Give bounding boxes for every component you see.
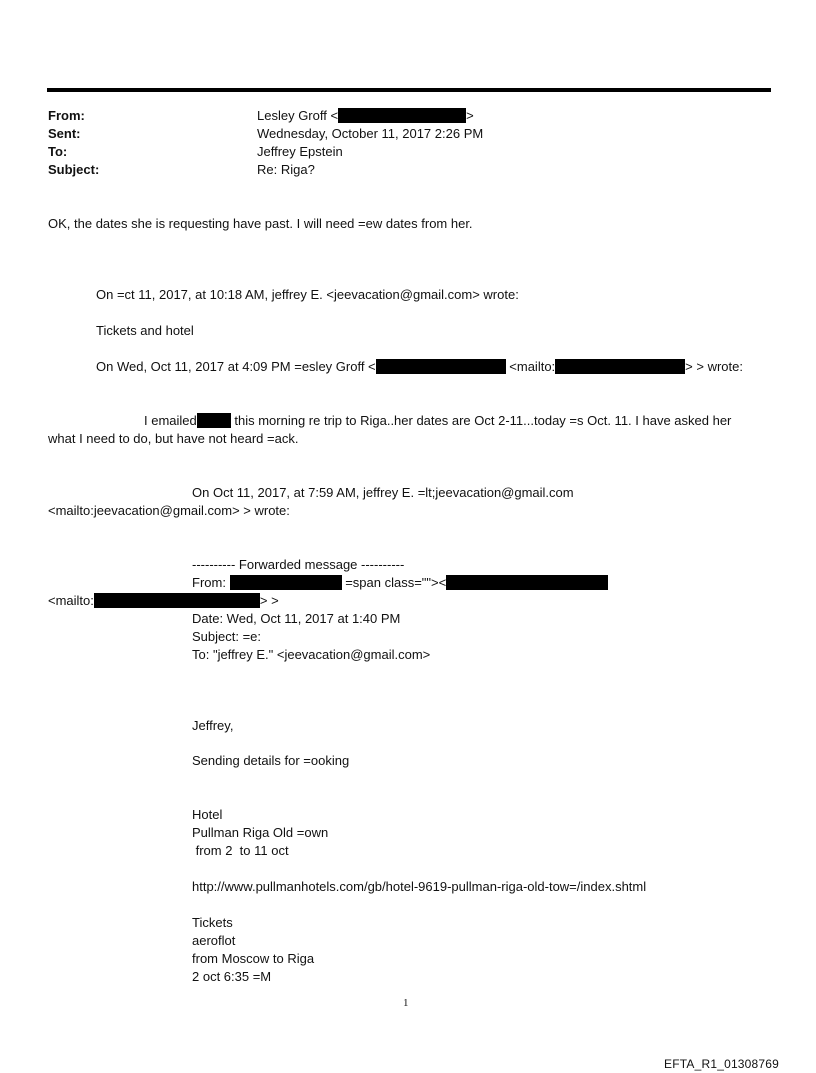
page-number: 1 (403, 997, 409, 1009)
forwarded-from-label: From: (192, 575, 226, 590)
sending-details: Sending details for =ooking (192, 753, 350, 768)
quote2-line1 (144, 412, 731, 430)
greeting: Jeffrey, (192, 718, 234, 733)
from-label: From: (48, 108, 85, 123)
quote3-intro-2: <mailto:jeevacation@gmail.com> > wrote: (48, 503, 290, 518)
quote2-intro-a: On Wed, Oct 11, 2017 at 4:09 PM =esley Groff < (96, 359, 376, 374)
quote3-intro-1: On Oct 11, 2017, at 7:59 AM, jeffrey E. =lt;jeevacation@gmail.com (192, 485, 574, 500)
tickets-line-1: Tickets (192, 915, 233, 930)
redaction-bar (94, 593, 260, 608)
tickets-line-2: aeroflot (192, 933, 236, 948)
subject-label: Subject: (48, 162, 100, 177)
redaction-bar (197, 413, 231, 428)
forwarded-header: ---------- Forwarded message ---------- (192, 557, 405, 572)
forwarded-subject: Subject: =e: (192, 629, 262, 644)
forwarded-from-mid: =span class="">< (345, 575, 447, 590)
to-value: Jeffrey Epstein (257, 144, 343, 159)
forwarded-mailto-close: > > (259, 593, 279, 608)
from-close: > (466, 108, 474, 123)
to-label: To: (48, 144, 68, 159)
reply-text: OK, the dates she is requesting have past. I will need =ew dates from her. (48, 216, 473, 231)
hotel-line-2: Pullman Riga Old =own (192, 825, 329, 840)
sent-value: Wednesday, October 11, 2017 2:26 PM (257, 126, 484, 141)
quote1-intro: On =ct 11, 2017, at 10:18 AM, jeffrey E. <jeevacation@gmail.com> wrote: (96, 287, 519, 302)
quote2-line1-b: this morning re trip to Riga..her dates are Oct 2-11...today =s Oct. 11. I have asked her (234, 413, 732, 428)
redaction-bar (376, 359, 506, 374)
quote2-intro (96, 358, 743, 376)
forwarded-date: Date: Wed, Oct 11, 2017 at 1:40 PM (192, 611, 401, 626)
redaction-bar (446, 575, 608, 590)
forwarded-mailto-label: <mailto: (48, 593, 94, 608)
forwarded-mailto (48, 592, 279, 610)
tickets-line-3: from Moscow to Riga (192, 951, 315, 966)
subject-value: Re: Riga? (257, 162, 315, 177)
hotel-line-1: Hotel (192, 807, 223, 822)
forwarded-from (192, 574, 608, 592)
redaction-bar (230, 575, 342, 590)
from-value (257, 107, 474, 125)
quote1-text: Tickets and hotel (96, 323, 194, 338)
tickets-line-4: 2 oct 6:35 =M (192, 969, 272, 984)
from-name: Lesley Groff < (257, 108, 339, 123)
quote2-intro-c: > > wrote: (685, 359, 743, 374)
quote2-line1-a: I emailed (144, 413, 197, 428)
forwarded-to: To: "jeffrey E." <jeevacation@gmail.com> (192, 647, 431, 662)
redaction-bar (338, 108, 466, 123)
document-id: EFTA_R1_01308769 (664, 1057, 780, 1071)
header-rule (47, 88, 771, 92)
redaction-bar (555, 359, 685, 374)
quote2-intro-b: <mailto: (509, 359, 556, 374)
hotel-url: http://www.pullmanhotels.com/gb/hotel-9619-pullman-riga-old-tow=/index.shtml (192, 879, 647, 894)
quote2-line2: what I need to do, but have not heard =ack. (48, 431, 299, 446)
hotel-line-3: from 2 to 11 oct (192, 843, 289, 858)
sent-label: Sent: (48, 126, 81, 141)
